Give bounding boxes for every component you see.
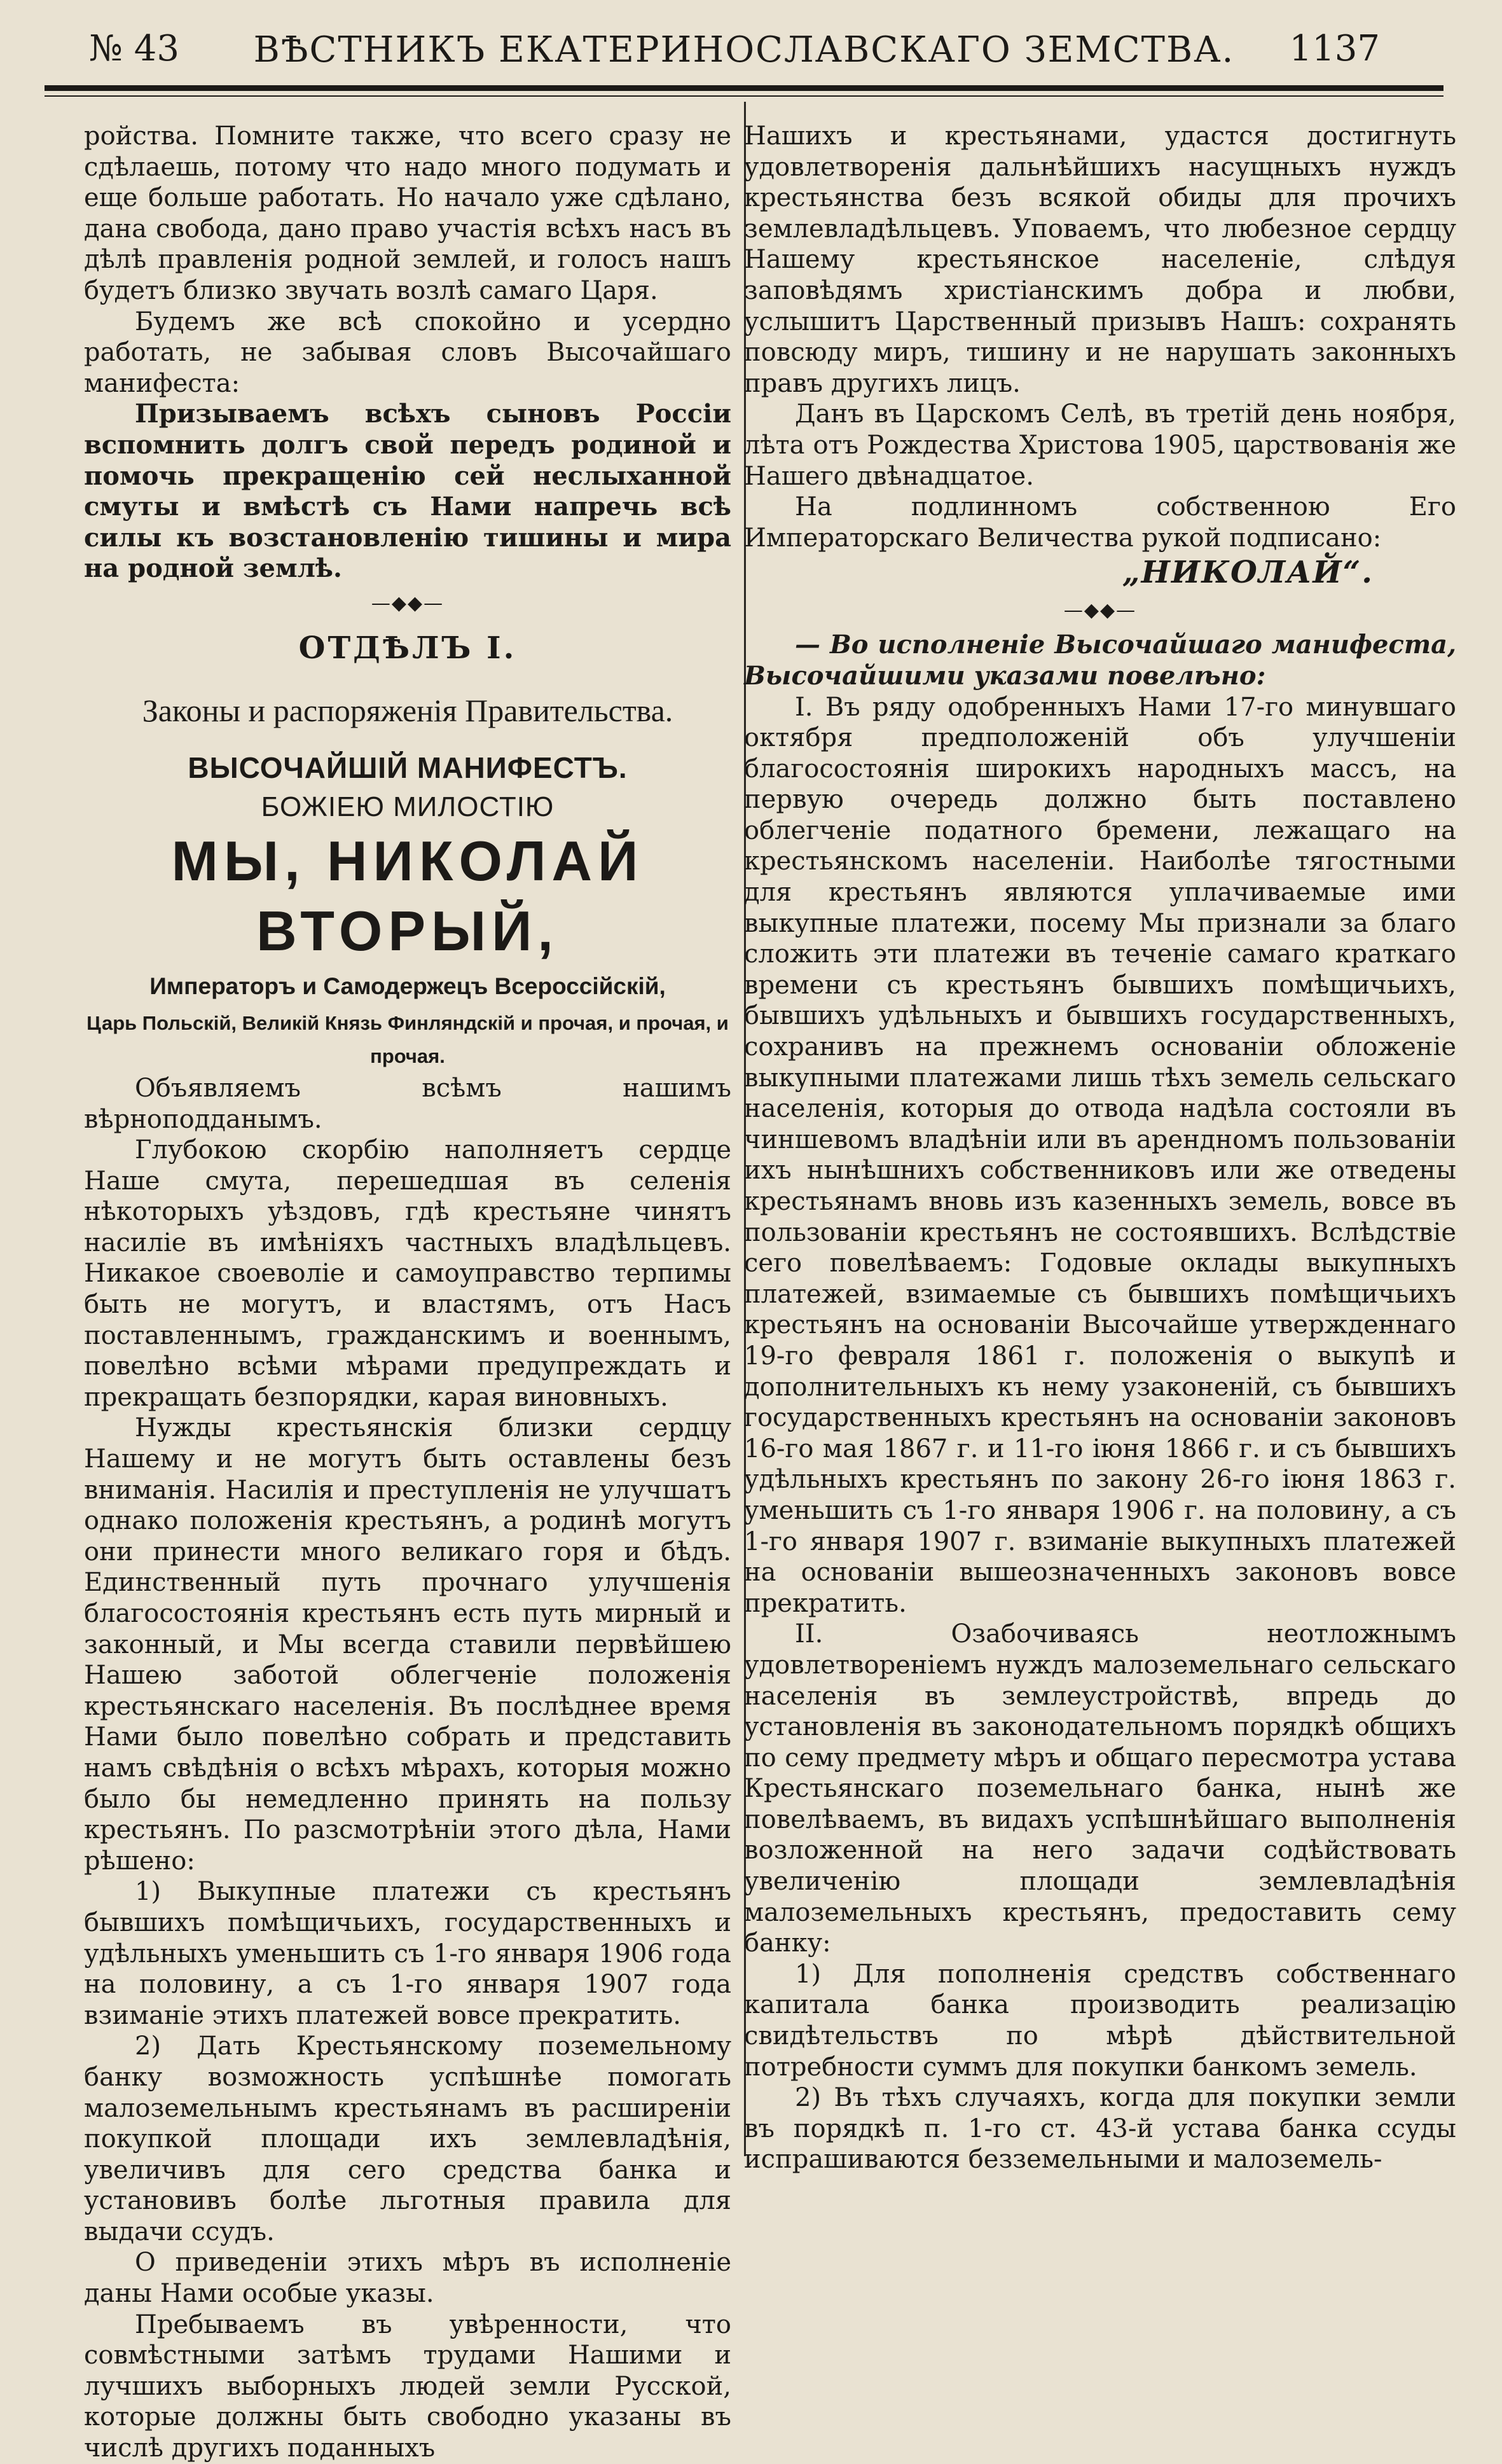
page-header bbox=[38, 13, 1450, 73]
paragraph: ройства. Помните также, что всего сразу не сдѣлаешь, потому что надо много подумать и еще больше работать. Но начало уже сдѣлано, дана свобода, дано право участія всѣхъ насъ въ дѣлѣ правленія родной землей, и голосъ нашъ будетъ близко звучать возлѣ самаго Царя. bbox=[84, 121, 731, 305]
paragraph: 2) Въ тѣхъ случаяхъ, когда для покупки земли въ порядкѣ п. 1-го ст. 43-й устава банка ссуды испрашиваются безземельными и малоземель- bbox=[744, 2083, 1456, 2175]
manifest-heading: ВЫСОЧАЙШІЙ МАНИФЕСТЪ. bbox=[188, 751, 628, 784]
paragraph: О приведеніи этихъ мѣръ въ исполненіе даны Нами особые указы. bbox=[84, 2248, 731, 2309]
paragraph: Будемъ же всѣ спокойно и усердно работать, не забывая словъ Высочайшаго манифеста: bbox=[84, 307, 731, 398]
tsar-title: Царь Польскій, Великій Князь Финляндскій и прочая, и прочая, и прочая. bbox=[86, 1011, 729, 1067]
ornament-divider: —◆◆— bbox=[371, 592, 444, 614]
publication-title: ВѢСТНИКЪ ЕКАТЕРИНОСЛАВСКАГО ЗЕМСТВА. bbox=[253, 29, 1235, 71]
paragraph: II. Озабочиваясь неотложнымъ удовлетвореніемъ нуждъ малоземельнаго сельскаго населенія въ землеустройствѣ, впредь до установленія въ законодательномъ порядкѣ общихъ по сему предмету мѣръ и общаго пересмотра устава Крестьянскаго поземельнаго банка, нынѣ же повелѣваемъ, въ видахъ успѣшнѣйшаго выполненія возложенной на него задачи содѣйствовать увеличенію площади землевладѣнія малоземельныхъ крестьянъ, предоставить сему банку: bbox=[744, 1619, 1456, 1958]
signature: „НИКОЛАЙ“. bbox=[1122, 555, 1374, 591]
paragraph: На подлинномъ собственною Его Императорскаго Величества рукой подписано: bbox=[744, 492, 1456, 553]
paragraph: Данъ въ Царскомъ Селѣ, въ третій день ноября, лѣта отъ Рождества Христова 1905, царствованія же Нашего двѣнадцатое. bbox=[744, 399, 1456, 491]
section-heading: ОТДѢЛЪ I. bbox=[298, 630, 517, 666]
paragraph: Глубокою скорбію наполняетъ сердце Наше смута, перешедшая въ селенія нѣкоторыхъ уѣздовъ, гдѣ крестьяне чинятъ насиліе въ имѣніяхъ частныхъ владѣльцевъ. Никакое своеволіе и самоуправство терпимы быть не могутъ, и властямъ, отъ Насъ поставленнымъ, гражданскимъ и военнымъ, повелѣно всѣми мѣрами предупреждать и прекращать безпорядки, карая виновныхъ. bbox=[84, 1135, 731, 1412]
paragraph: I. Въ ряду одобренныхъ Нами 17-го минувшаго октября предположеній объ улучшеніи благосостоянія широкихъ народныхъ массъ, на первую очередь должно быть поставлено облегченіе податного бремени, лежащаго на крестьянскомъ населеніи. Наиболѣе тягостными для крестьянъ являются уплачиваемые ими выкупные платежи, посему Мы признали за благо сложить эти платежи въ теченіе самаго краткаго времени съ крестьянъ бывшихъ помѣщичьихъ, бывшихъ удѣльныхъ и бывшихъ государственныхъ, сохранивъ на прежнемъ основаніи обложеніе выкупными платежами лишь тѣхъ земель сельскаго населенія, которыя до отвода надѣла состояли въ чиншевомъ владѣніи или въ арендномъ пользованіи ихъ нынѣшнихъ собственниковъ или же отведены крестьянамъ вновь изъ казенныхъ земель, вовсе въ пользованіи крестьянъ не состоявшихъ. Вслѣдствіе сего повелѣваемъ: Годовые оклады выкупныхъ платежей, взимаемые съ бывшихъ помѣщичьихъ крестьянъ на основаніи Высочайше утвержденнаго 19-го февраля 1861 г. положенія о выкупѣ и дополнительныхъ къ нему узаконеній, съ бывшихъ государственныхъ крестьянъ на основаніи законовъ 16-го мая 1867 г. и 11-го іюня 1866 г. и съ бывшихъ удѣльныхъ крестьянъ по закону 26-го іюня 1863 г. уменьшить съ 1-го января 1906 г. на половину, а съ 1-го января 1907 г. взиманіе выкупныхъ платежей на основаніи вышеозначенныхъ законовъ вовсе прекратить. bbox=[744, 692, 1456, 1618]
ornament-divider: —◆◆— bbox=[1063, 599, 1137, 622]
paragraph: Объявляемъ всѣмъ нашимъ вѣрноподданымъ. bbox=[84, 1073, 731, 1134]
laws-heading: Законы и распоряженія Правительства. bbox=[142, 692, 673, 728]
header-rule-thin bbox=[45, 95, 1443, 97]
paragraph: 2) Дать Крестьянскому поземельному банку возможность успѣшнѣе помогать малоземельнымъ крестьянамъ въ расширеніи покупкой площади ихъ землевладѣнія, увеличивъ для сего средства банка и установивъ болѣе льготныя правила для выдачи ссудъ. bbox=[84, 2031, 731, 2246]
page-number: 1137 bbox=[1289, 28, 1380, 69]
emperor-title: Императоръ и Самодержецъ Всероссійскій, bbox=[149, 972, 666, 999]
nikolai-heading: МЫ, НИКОЛАЙ ВТОРЫЙ, bbox=[171, 829, 644, 962]
manifest-quote: Призываемъ всѣхъ сыновъ Россіи вспомнить долгъ свой передъ родиной и помочь прекращенію сей неслыханной смуты и вмѣстѣ съ Нами напречь всѣ силы къ возстановленію тишины и мира на родной землѣ. bbox=[84, 399, 731, 584]
paragraph: Нашихъ и крестьянами, удастся достигнуть удовлетворенія дальнѣйшихъ насущныхъ нуждъ крестьянства безъ всякой обиды для прочихъ землевладѣльцевъ. Уповаемъ, что любезное сердцу Нашему крестьянское населеніе, слѣдуя заповѣдямъ христіанскимъ добра и любви, услышитъ Царственный призывъ Нашъ: сохранять повсюду миръ, тишину и не нарушать законныхъ правъ другихъ лицъ. bbox=[744, 121, 1456, 398]
issue-number: № 43 bbox=[89, 28, 180, 69]
right-column bbox=[744, 121, 1456, 2175]
paragraph: 1) Выкупные платежи съ крестьянъ бывшихъ помѣщичьихъ, государственныхъ и удѣльныхъ уменьшить съ 1-го января 1906 года на половину, а съ 1-го января 1907 года взиманіе этихъ платежей вовсе прекратить. bbox=[84, 1877, 731, 2030]
by-gods-mercy: БОЖІЕЮ МИЛОСТІЮ bbox=[261, 791, 555, 822]
paragraph: Нужды крестьянскія близки сердцу Нашему и не могутъ быть оставлены безъ вниманія. Насилія и преступленія не улучшатъ однако положенія крестьянъ, а родинѣ могутъ они принести много великаго горя и бѣдъ. Единственный путь прочнаго улучшенія благосостоянія крестьянъ есть путь мирный и законный, и Мы всегда ставили первѣйшею Нашею заботой облегченіе положенія крестьянскаго населенія. Въ послѣднее время Нами было повелѣно собрать и представить намъ свѣдѣнія о всѣхъ мѣрахъ, которыя можно было бы немедленно принять на пользу крестьянъ. По разсмотрѣніи этого дѣла, Нами рѣшено: bbox=[84, 1413, 731, 1876]
paragraph: Пребываемъ въ увѣренности, что совмѣстными затѣмъ трудами Нашими и лучшихъ выборныхъ людей земли Русской, которые должны быть свободно указаны въ числѣ другихъ поданныхъ bbox=[84, 2309, 731, 2463]
paragraph: — Во исполненіе Высочайшаго манифеста, Высочайшими указами повелѣно: bbox=[744, 630, 1456, 691]
left-column bbox=[84, 121, 731, 2464]
paragraph: 1) Для пополненія средствъ собственнаго капитала банка производить реализацію свидѣтельствъ по мѣрѣ дѣйствительной потребности суммъ для покупки банкомъ земель. bbox=[744, 1959, 1456, 2082]
header-rule-thick bbox=[45, 85, 1443, 91]
